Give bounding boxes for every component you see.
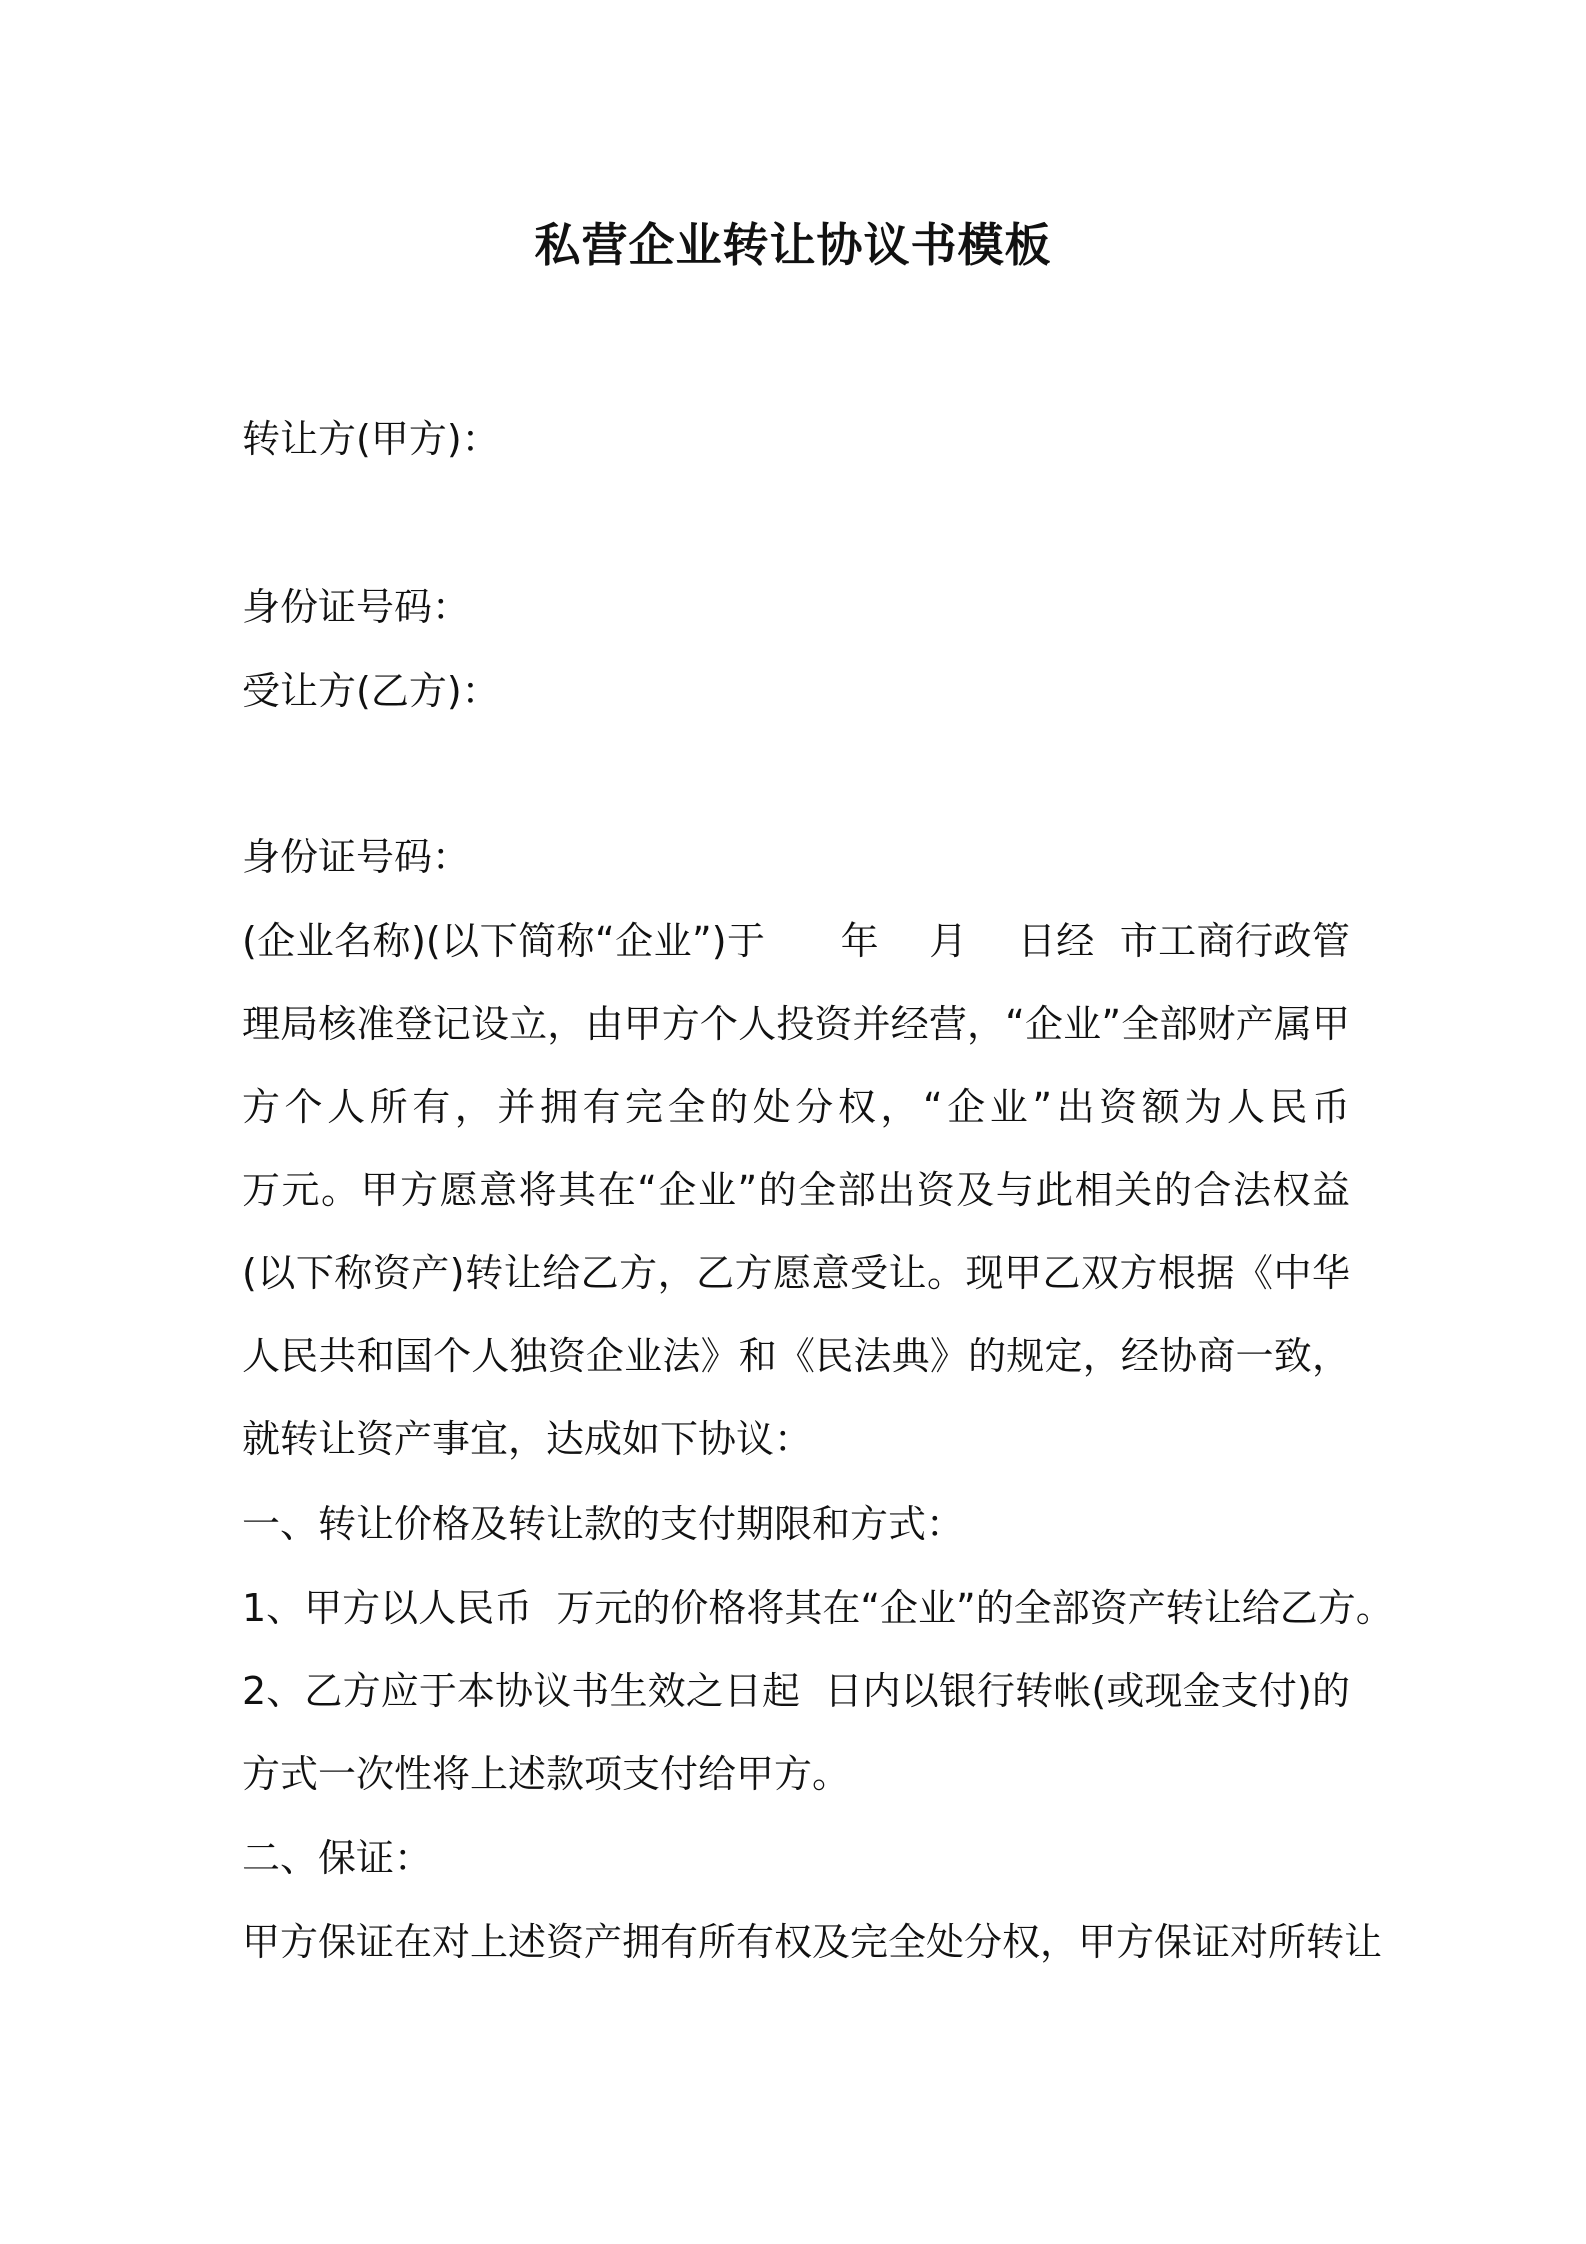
party-b-id-label: 身份证号码： [242,835,471,879]
section-1-heading: 一、转让价格及转让款的支付期限和方式： [242,1502,965,1546]
section-2-text: 甲方保证在对上述资产拥有所有权及完全处分权，甲方保证对所转让 [242,1920,1383,1964]
party-a-label: 转让方(甲方)： [242,417,500,461]
party-a-id-label: 身份证号码： [242,585,471,629]
section-2-heading: 二、保证： [242,1836,433,1880]
party-b-label: 受让方(乙方)： [242,669,500,713]
section-1-item-1: 1、甲方以人民币 万元的价格将其在“企业”的全部资产转让给乙方。 [242,1586,1394,1630]
section-1-item-2: 2、乙方应于本协议书生效之日起 日内以银行转帐(或现金支付)的方式一次性将上述款项支付给甲方。 [242,1669,1350,1796]
intro-paragraph: (企业名称)(以下简称“企业”)于 年 月 日经 市工商行政管理局核准登记设立，由甲方个人投资并经营，“企业”全部财产属甲方个人所有，并拥有完全的处分权，“企业”出资额为人民币 万元。甲方愿意将其在“企业”的全部出资及与此相关的合法权益(以下称资产)转让给乙方，乙方愿意受让。现甲乙双方根据《中华人民共和国个人独资企业法》和《民法典》的规定，经协商一致，就转让资产事宜，达成如下协议： [242,919,1495,1461]
document-title: 私营企业转让协议书模板 [534,218,1052,272]
